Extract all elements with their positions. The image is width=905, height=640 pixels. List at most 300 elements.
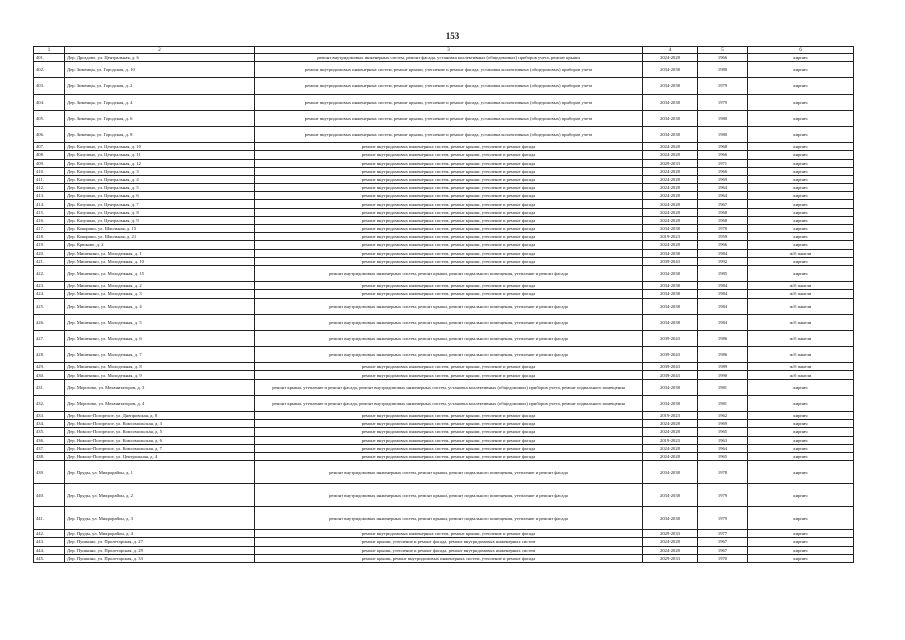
column-header: 2	[65, 47, 255, 54]
wall-material-cell: кирпич	[748, 184, 854, 192]
table-row	[34, 290, 854, 298]
row-number: 443.	[34, 538, 65, 546]
wall-material-cell: кирпич	[748, 554, 854, 562]
year-built-cell: 1985	[698, 265, 748, 281]
table-row	[34, 241, 854, 249]
row-number: 439.	[34, 461, 65, 484]
row-number: 402.	[34, 62, 65, 78]
work-description-cell: ремонт внутридомовых инженерных систем, ремонт крыши, утепление и ремонт фасада	[255, 249, 643, 257]
table-row	[34, 265, 854, 281]
row-number: 425.	[34, 298, 65, 314]
address-cell: Дер. Мишенино, ул. Молодежная, д. 4	[65, 298, 255, 314]
wall-material-cell: кирпич	[748, 257, 854, 265]
period-cell: 2019-2023	[643, 412, 698, 420]
address-cell: Дер. Казулино, ул. Центральная, д. 4	[65, 175, 255, 183]
year-built-cell: 1965	[698, 428, 748, 436]
address-cell: Дер. Крюково, д. 2	[65, 241, 255, 249]
row-number: 417.	[34, 225, 65, 233]
period-cell: 2034-2038	[643, 395, 698, 411]
year-built-cell: 1984	[698, 290, 748, 298]
row-number: 432.	[34, 395, 65, 411]
year-built-cell: 1966	[698, 151, 748, 159]
address-cell: Дер. Кокорино, ул. Школьная, д. 21	[65, 233, 255, 241]
table-row	[34, 330, 854, 346]
work-description-cell: ремонт внутридомовых инженерных систем, ремонт крыши, утепление и ремонт фасада	[255, 420, 643, 428]
period-cell: 2024-2028	[643, 200, 698, 208]
address-cell: Дер. Пруды, ул. Микрорайон, д. 1	[65, 461, 255, 484]
wall-material-cell: кирпич	[748, 126, 854, 142]
wall-material-cell: кирпич	[748, 159, 854, 167]
row-number: 422.	[34, 265, 65, 281]
year-built-cell: 1968	[698, 208, 748, 216]
row-number: 423.	[34, 282, 65, 290]
wall-material-cell: ж/б панели	[748, 298, 854, 314]
address-cell: Дер. Казулино, ул. Центральная, д. 8	[65, 208, 255, 216]
work-description-cell: ремонт внутридомовых инженерных систем, ремонт крыши, утепление и ремонт фасада	[255, 192, 643, 200]
address-cell: Дер. Пушкино, ул. Пролетарская, д. 33	[65, 554, 255, 562]
year-built-cell: 1979	[698, 484, 748, 507]
table-row	[34, 151, 854, 159]
table-row	[34, 143, 854, 151]
period-cell: 2024-2028	[643, 208, 698, 216]
row-number: 403.	[34, 78, 65, 94]
address-cell: Дер. Мишенино, ул. Молодежная, д. 2	[65, 282, 255, 290]
row-number: 404.	[34, 94, 65, 110]
table-row	[34, 249, 854, 257]
address-cell: Дер. Зименцы, ул. Городская, д. 8	[65, 126, 255, 142]
table-row	[34, 192, 854, 200]
work-description-cell: ремонт внутридомовых инженерных систем, ремонт крыши, ремонт подвального помещения, утепление и ремонт фасада	[255, 330, 643, 346]
period-cell: 2029-2033	[643, 530, 698, 538]
year-built-cell: 1964	[698, 184, 748, 192]
work-description-cell: ремонт внутридомовых инженерных систем, ремонт крыши, утепление и ремонт фасада	[255, 208, 643, 216]
work-description-cell: ремонт внутридомовых инженерных систем, ремонт крыши, ремонт подвального помещения, утепление и ремонт фасада	[255, 314, 643, 330]
address-cell: Дер. Николо-Погорелое, ул. Комсомольская, д. 6	[65, 436, 255, 444]
work-description-cell: ремонт крыши, утепление и ремонт фасада, ремонт внутридомовых инженерных систем	[255, 538, 643, 546]
address-cell: Дер. Мишенино, ул. Молодежная, д. 10	[65, 257, 255, 265]
year-built-cell: 1967	[698, 546, 748, 554]
period-cell: 2024-2028	[643, 167, 698, 175]
address-cell: Дер. Мишенино, ул. Молодежная, д. 15	[65, 265, 255, 281]
row-number: 435.	[34, 428, 65, 436]
period-cell: 2034-2038	[643, 484, 698, 507]
work-description-cell: ремонт внутридомовых инженерных систем, ремонт крыши, утепление и ремонт фасада	[255, 167, 643, 175]
address-cell: Дер. Пруды, ул. Микрорайон, д. 3	[65, 507, 255, 530]
table-row	[34, 379, 854, 395]
work-description-cell: ремонт внутридомовых инженерных систем, ремонт крыши, утепление и ремонт фасада	[255, 151, 643, 159]
address-cell: Дер. Морозово, ул. Механизаторов, д. 4	[65, 395, 255, 411]
period-cell: 2024-2028	[643, 452, 698, 460]
row-number: 421.	[34, 257, 65, 265]
period-cell: 2034-2038	[643, 298, 698, 314]
year-built-cell: 1979	[698, 78, 748, 94]
wall-material-cell: кирпич	[748, 241, 854, 249]
work-description-cell: ремонт внутридомовых инженерных систем, ремонт крыши, утепление и ремонт фасада, установка коллективных (общедомовых) приборов учета	[255, 94, 643, 110]
row-number: 420.	[34, 249, 65, 257]
period-cell: 2034-2038	[643, 282, 698, 290]
year-built-cell: 1979	[698, 94, 748, 110]
wall-material-cell: кирпич	[748, 62, 854, 78]
row-number: 415.	[34, 208, 65, 216]
row-number: 408.	[34, 151, 65, 159]
row-number: 434.	[34, 420, 65, 428]
page-number: 153	[445, 31, 460, 41]
period-cell: 2024-2028	[643, 216, 698, 224]
year-built-cell: 1970	[698, 554, 748, 562]
work-description-cell: ремонт внутридомовых инженерных систем, ремонт крыши, ремонт подвального помещения, утепление и ремонт фасада	[255, 265, 643, 281]
address-cell: Дер. Мишенино, ул. Молодежная, д. 5	[65, 314, 255, 330]
table-row	[34, 444, 854, 452]
period-cell: 2034-2038	[643, 249, 698, 257]
work-description-cell: ремонт внутридомовых инженерных систем, ремонт крыши, утепление и ремонт фасада	[255, 257, 643, 265]
work-description-cell: ремонт внутридомовых инженерных систем, ремонт крыши, утепление и ремонт фасада	[255, 530, 643, 538]
table-row	[34, 159, 854, 167]
year-built-cell: 1969	[698, 175, 748, 183]
period-cell: 2024-2028	[643, 428, 698, 436]
wall-material-cell: ж/б панели	[748, 314, 854, 330]
address-cell: Дер. Мишенино, ул. Молодежная, д. 6	[65, 330, 255, 346]
year-built-cell: 1966	[698, 241, 748, 249]
row-number: 437.	[34, 444, 65, 452]
work-description-cell: ремонт внутридомовых инженерных систем, ремонт крыши, утепление и ремонт фасада	[255, 200, 643, 208]
year-built-cell: 1981	[698, 379, 748, 395]
year-built-cell: 1984	[698, 298, 748, 314]
address-cell: Дер. Пруды, ул. Микрорайон, д. 4	[65, 530, 255, 538]
wall-material-cell: кирпич	[748, 507, 854, 530]
period-cell: 2019-2023	[643, 436, 698, 444]
row-number: 431.	[34, 379, 65, 395]
period-cell: 2024-2028	[643, 241, 698, 249]
row-number: 430.	[34, 371, 65, 379]
period-cell: 2034-2038	[643, 126, 698, 142]
year-built-cell: 1966	[698, 54, 748, 62]
year-built-cell: 1967	[698, 200, 748, 208]
period-cell: 2034-2038	[643, 265, 698, 281]
period-cell: 2024-2028	[643, 151, 698, 159]
year-built-cell: 1992	[698, 257, 748, 265]
address-cell: Дер. Николо-Погорелое, ул. Днепровская, д. 8	[65, 412, 255, 420]
period-cell: 2034-2038	[643, 290, 698, 298]
work-description-cell: ремонт внутридомовых инженерных систем, ремонт крыши, утепление и ремонт фасада	[255, 225, 643, 233]
table-row	[34, 216, 854, 224]
row-number: 442.	[34, 530, 65, 538]
period-cell: 2029-2033	[643, 159, 698, 167]
wall-material-cell: ж/б панели	[748, 347, 854, 363]
work-description-cell: ремонт внутридомовых инженерных систем, ремонт крыши, утепление и ремонт фасада	[255, 233, 643, 241]
address-cell: Дер. Зименцы, ул. Городская, д. 10	[65, 62, 255, 78]
address-cell: Дер. Пушкино, ул. Пролетарская, д. 29	[65, 546, 255, 554]
address-cell: Дер. Казулино, ул. Центральная, д. 10	[65, 143, 255, 151]
period-cell: 2024-2028	[643, 192, 698, 200]
row-number: 413.	[34, 192, 65, 200]
table-row	[34, 175, 854, 183]
table-row	[34, 233, 854, 241]
row-number: 411.	[34, 175, 65, 183]
address-cell: Дер. Мишенино, ул. Молодежная, д. 7	[65, 347, 255, 363]
year-built-cell: 1964	[698, 444, 748, 452]
period-cell: 2039-2043	[643, 371, 698, 379]
work-description-cell: ремонт внутридомовых инженерных систем, ремонт фасада, установка коллективных (общедомовых) приборов учета, ремонт крыши	[255, 54, 643, 62]
address-cell: Дер. Николо-Погорелое, ул. Комсомольская, д. 5	[65, 428, 255, 436]
wall-material-cell: кирпич	[748, 428, 854, 436]
address-cell: Дер. Дроздово, ул. Центральная, д. 6	[65, 54, 255, 62]
table-row	[34, 126, 854, 142]
wall-material-cell: ж/б панели	[748, 290, 854, 298]
column-header: 3	[255, 47, 643, 54]
table-row	[34, 371, 854, 379]
year-built-cell: 1980	[698, 110, 748, 126]
wall-material-cell: кирпич	[748, 175, 854, 183]
row-number: 440.	[34, 484, 65, 507]
period-cell: 2034-2038	[643, 379, 698, 395]
address-cell: Дер. Зименцы, ул. Городская, д. 2	[65, 78, 255, 94]
period-cell: 2024-2028	[643, 538, 698, 546]
row-number: 418.	[34, 233, 65, 241]
wall-material-cell: кирпич	[748, 216, 854, 224]
period-cell: 2024-2028	[643, 175, 698, 183]
table-row	[34, 225, 854, 233]
wall-material-cell: кирпич	[748, 444, 854, 452]
wall-material-cell: кирпич	[748, 538, 854, 546]
address-cell: Дер. Казулино, ул. Центральная, д. 7	[65, 200, 255, 208]
table-row	[34, 94, 854, 110]
table-row	[34, 110, 854, 126]
work-description-cell: ремонт внутридомовых инженерных систем, ремонт крыши, утепление и ремонт фасада	[255, 216, 643, 224]
year-built-cell: 1962	[698, 412, 748, 420]
table-row	[34, 257, 854, 265]
period-cell: 2034-2038	[643, 62, 698, 78]
row-number: 427.	[34, 330, 65, 346]
period-cell: 2024-2028	[643, 546, 698, 554]
row-number: 428.	[34, 347, 65, 363]
wall-material-cell: кирпич	[748, 200, 854, 208]
work-description-cell: ремонт крыши, утепление и ремонт фасада, ремонт внутридомовых инженерных систем	[255, 546, 643, 554]
year-built-cell: 1969	[698, 420, 748, 428]
table-row	[34, 282, 854, 290]
row-number: 401.	[34, 54, 65, 62]
year-built-cell: 1978	[698, 461, 748, 484]
wall-material-cell: кирпич	[748, 461, 854, 484]
wall-material-cell: кирпич	[748, 233, 854, 241]
wall-material-cell: ж/б панели	[748, 249, 854, 257]
work-description-cell: ремонт внутридомовых инженерных систем, ремонт крыши, утепление и ремонт фасада	[255, 452, 643, 460]
column-header: 4	[643, 47, 698, 54]
work-description-cell: ремонт внутридомовых инженерных систем, ремонт крыши, утепление и ремонт фасада	[255, 184, 643, 192]
table-row	[34, 428, 854, 436]
wall-material-cell: кирпич	[748, 54, 854, 62]
column-header: 6	[748, 47, 854, 54]
year-built-cell: 1979	[698, 507, 748, 530]
work-description-cell: ремонт внутридомовых инженерных систем, ремонт крыши, утепление и ремонт фасада	[255, 363, 643, 371]
work-description-cell: ремонт внутридомовых инженерных систем, ремонт крыши, ремонт подвального помещения, утепление и ремонт фасада	[255, 298, 643, 314]
address-cell: Дер. Мишенино, ул. Молодежная, д. 8	[65, 363, 255, 371]
wall-material-cell: кирпич	[748, 395, 854, 411]
table-row	[34, 167, 854, 175]
wall-material-cell: кирпич	[748, 78, 854, 94]
year-built-cell: 1959	[698, 233, 748, 241]
period-cell: 2039-2043	[643, 363, 698, 371]
row-number: 414.	[34, 200, 65, 208]
address-cell: Дер. Мишенино, ул. Молодежная, д. 9	[65, 371, 255, 379]
table-row	[34, 78, 854, 94]
address-cell: Дер. Кокорино, ул. Школьная, д. 15	[65, 225, 255, 233]
table-row	[34, 208, 854, 216]
table-row	[34, 298, 854, 314]
work-description-cell: ремонт внутридомовых инженерных систем, ремонт крыши, ремонт подвального помещения, утепление и ремонт фасада	[255, 507, 643, 530]
row-number: 438.	[34, 452, 65, 460]
period-cell: 2034-2038	[643, 94, 698, 110]
wall-material-cell: кирпич	[748, 452, 854, 460]
work-description-cell: ремонт внутридомовых инженерных систем, ремонт крыши, утепление и ремонт фасада	[255, 175, 643, 183]
table-row	[34, 507, 854, 530]
period-cell: 2024-2028	[643, 54, 698, 62]
table-row	[34, 461, 854, 484]
period-cell: 2034-2038	[643, 78, 698, 94]
year-built-cell: 1989	[698, 363, 748, 371]
work-description-cell: ремонт внутридомовых инженерных систем, ремонт крыши, утепление и ремонт фасада, установка коллективных (общедомовых) приборов учета	[255, 110, 643, 126]
work-description-cell: ремонт внутридомовых инженерных систем, ремонт крыши, утепление и ремонт фасада, установка коллективных (общедомовых) приборов учета	[255, 126, 643, 142]
address-cell: Дер. Казулино, ул. Центральная, д. 11	[65, 151, 255, 159]
wall-material-cell: ж/б панели	[748, 363, 854, 371]
work-description-cell: ремонт внутридомовых инженерных систем, ремонт крыши, ремонт подвального помещения, утепление и ремонт фасада	[255, 484, 643, 507]
header-row	[34, 47, 854, 54]
table-row	[34, 347, 854, 363]
table-row	[34, 363, 854, 371]
wall-material-cell: кирпич	[748, 167, 854, 175]
table-row	[34, 412, 854, 420]
row-number: 405.	[34, 110, 65, 126]
year-built-cell: 1977	[698, 530, 748, 538]
address-cell: Дер. Казулино, ул. Центральная, д. 6	[65, 192, 255, 200]
wall-material-cell: ж/б панели	[748, 330, 854, 346]
wall-material-cell: кирпич	[748, 412, 854, 420]
table-row	[34, 484, 854, 507]
period-cell: 2039-2043	[643, 257, 698, 265]
row-number: 407.	[34, 143, 65, 151]
period-cell: 2034-2038	[643, 225, 698, 233]
table-row	[34, 54, 854, 62]
period-cell: 2029-2033	[643, 554, 698, 562]
table-row	[34, 436, 854, 444]
table-row	[34, 200, 854, 208]
year-built-cell: 1967	[698, 538, 748, 546]
work-description-cell: ремонт внутридомовых инженерных систем, ремонт крыши, ремонт подвального помещения, утепление и ремонт фасада	[255, 461, 643, 484]
address-cell: Дер. Николо-Погорелое, ул. Комсомольская, д. 7	[65, 444, 255, 452]
wall-material-cell: кирпич	[748, 265, 854, 281]
row-number: 410.	[34, 167, 65, 175]
year-built-cell: 1971	[698, 159, 748, 167]
year-built-cell: 1986	[698, 347, 748, 363]
work-description-cell: ремонт внутридомовых инженерных систем, ремонт крыши, утепление и ремонт фасада, установка коллективных (общедомовых) приборов учета	[255, 78, 643, 94]
row-number: 419.	[34, 241, 65, 249]
wall-material-cell: кирпич	[748, 379, 854, 395]
year-built-cell: 1968	[698, 143, 748, 151]
row-number: 416.	[34, 216, 65, 224]
row-number: 424.	[34, 290, 65, 298]
work-description-cell: ремонт внутридомовых инженерных систем, ремонт крыши, утепление и ремонт фасада	[255, 290, 643, 298]
row-number: 406.	[34, 126, 65, 142]
table-row	[34, 314, 854, 330]
table-row	[34, 395, 854, 411]
year-built-cell: 1981	[698, 395, 748, 411]
period-cell: 2034-2038	[643, 507, 698, 530]
row-number: 436.	[34, 436, 65, 444]
period-cell: 2019-2023	[643, 233, 698, 241]
row-number: 441.	[34, 507, 65, 530]
row-number: 409.	[34, 159, 65, 167]
work-description-cell: ремонт внутридомовых инженерных систем, ремонт крыши, утепление и ремонт фасада	[255, 282, 643, 290]
row-number: 426.	[34, 314, 65, 330]
period-cell: 2034-2038	[643, 314, 698, 330]
work-description-cell: ремонт крыши, ремонт внутридомовых инженерных систем, утепление и ремонт фасада	[255, 554, 643, 562]
work-description-cell: ремонт внутридомовых инженерных систем, ремонт крыши, утепление и ремонт фасада	[255, 412, 643, 420]
work-description-cell: ремонт внутридомовых инженерных систем, ремонт крыши, утепление и ремонт фасада	[255, 428, 643, 436]
year-built-cell: 1990	[698, 371, 748, 379]
address-cell: Дер. Морозово, ул. Механизаторов, д. 3	[65, 379, 255, 395]
period-cell: 2039-2043	[643, 347, 698, 363]
address-cell: Дер. Пруды, ул. Микрорайон, д. 2	[65, 484, 255, 507]
work-description-cell: ремонт внутридомовых инженерных систем, ремонт крыши, утепление и ремонт фасада	[255, 371, 643, 379]
table-row	[34, 452, 854, 460]
year-built-cell: 1980	[698, 62, 748, 78]
address-cell: Дер. Николо-Погорелое, ул. Центральная, д. 4	[65, 452, 255, 460]
work-description-cell: ремонт внутридомовых инженерных систем, ремонт крыши, утепление и ремонт фасада	[255, 436, 643, 444]
wall-material-cell: кирпич	[748, 530, 854, 538]
year-built-cell: 1984	[698, 314, 748, 330]
year-built-cell: 1978	[698, 225, 748, 233]
wall-material-cell: кирпич	[748, 143, 854, 151]
year-built-cell: 1968	[698, 216, 748, 224]
year-built-cell: 1984	[698, 282, 748, 290]
wall-material-cell: кирпич	[748, 208, 854, 216]
row-number: 444.	[34, 546, 65, 554]
period-cell: 2024-2028	[643, 420, 698, 428]
table-row	[34, 62, 854, 78]
year-built-cell: 1980	[698, 126, 748, 142]
column-header: 5	[698, 47, 748, 54]
period-cell: 2034-2038	[643, 461, 698, 484]
year-built-cell: 1966	[698, 167, 748, 175]
year-built-cell: 1963	[698, 436, 748, 444]
work-description-cell: ремонт внутридомовых инженерных систем, ремонт крыши, утепление и ремонт фасада	[255, 159, 643, 167]
address-cell: Дер. Мишенино, ул. Молодежная, д. 3	[65, 290, 255, 298]
row-number: 445.	[34, 554, 65, 562]
year-built-cell: 1984	[698, 249, 748, 257]
address-cell: Дер. Казулино, ул. Центральная, д. 12	[65, 159, 255, 167]
work-description-cell: ремонт внутридомовых инженерных систем, ремонт крыши, утепление и ремонт фасада, установка коллективных (общедомовых) приборов учета	[255, 62, 643, 78]
work-description-cell: ремонт внутридомовых инженерных систем, ремонт крыши, утепление и ремонт фасада	[255, 444, 643, 452]
wall-material-cell: кирпич	[748, 546, 854, 554]
work-description-cell: ремонт крыши, утепление и ремонт фасада, ремонт внутридомовых инженерных систем, установка коллективных (общедомовых) приборов учета, ремонт подвального помещения	[255, 395, 643, 411]
table-row	[34, 420, 854, 428]
table-row	[34, 546, 854, 554]
address-cell: Дер. Пушкино, ул. Пролетарская, д. 27	[65, 538, 255, 546]
address-cell: Дер. Казулино, ул. Центральная, д. 9	[65, 216, 255, 224]
period-cell: 2039-2043	[643, 330, 698, 346]
wall-material-cell: кирпич	[748, 110, 854, 126]
wall-material-cell: кирпич	[748, 420, 854, 428]
table-row	[34, 554, 854, 562]
table-row	[34, 538, 854, 546]
work-description-cell: ремонт внутридомовых инженерных систем, ремонт крыши, утепление и ремонт фасада	[255, 143, 643, 151]
address-cell: Дер. Николо-Погорелое, ул. Комсомольская, д. 3	[65, 420, 255, 428]
year-built-cell: 1965	[698, 452, 748, 460]
wall-material-cell: кирпич	[748, 151, 854, 159]
table-row	[34, 530, 854, 538]
wall-material-cell: кирпич	[748, 192, 854, 200]
year-built-cell: 1964	[698, 192, 748, 200]
row-number: 433.	[34, 412, 65, 420]
